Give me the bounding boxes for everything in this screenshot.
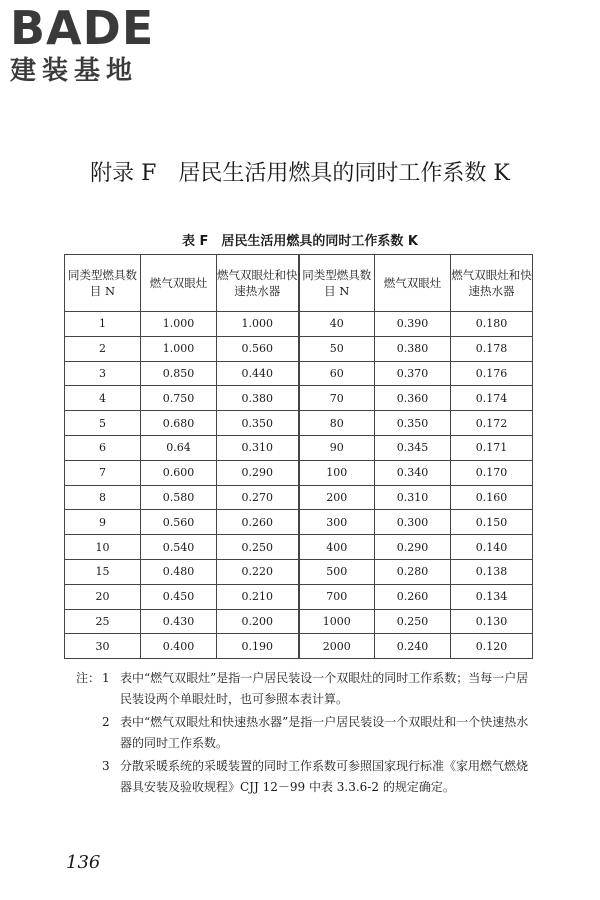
note-item bbox=[76, 712, 536, 754]
table-cell: 90 bbox=[299, 435, 375, 460]
table-cell: 700 bbox=[299, 584, 375, 609]
table-cell: 1.000 bbox=[141, 312, 217, 337]
table-cell: 2000 bbox=[299, 634, 375, 659]
table-cell: 0.390 bbox=[375, 312, 451, 337]
table-cell: 0.250 bbox=[217, 535, 299, 560]
table-cell: 100 bbox=[299, 460, 375, 485]
table-cell: 70 bbox=[299, 386, 375, 411]
table-cell: 0.850 bbox=[141, 361, 217, 386]
logo-subtitle: 建装基地 bbox=[10, 56, 139, 86]
table-cell: 0.480 bbox=[141, 559, 217, 584]
table-cell: 0.680 bbox=[141, 411, 217, 436]
table-cell: 0.210 bbox=[217, 584, 299, 609]
table-cell: 0.350 bbox=[375, 411, 451, 436]
table-cell: 0.171 bbox=[451, 435, 533, 460]
table-cell: 0.200 bbox=[217, 609, 299, 634]
table-cell: 0.240 bbox=[375, 634, 451, 659]
table-row bbox=[65, 361, 533, 386]
table-row bbox=[65, 559, 533, 584]
table-cell: 2 bbox=[65, 336, 141, 361]
table-caption: 表 F 居民生活用燃具的同时工作系数 K bbox=[181, 234, 418, 249]
table-cell: 0.250 bbox=[375, 609, 451, 634]
header-double-burner-heater-2: 燃气双眼灶和快速热水器 bbox=[451, 255, 533, 312]
header-double-burner-2: 燃气双眼灶 bbox=[375, 255, 451, 312]
note-item bbox=[76, 668, 536, 710]
table-row bbox=[65, 411, 533, 436]
header-count-n-2: 同类型燃具数目 N bbox=[299, 255, 375, 312]
table-cell: 0.280 bbox=[375, 559, 451, 584]
table-cell: 0.176 bbox=[451, 361, 533, 386]
table-cell: 0.260 bbox=[375, 584, 451, 609]
table-cell: 0.220 bbox=[217, 559, 299, 584]
table-row bbox=[65, 609, 533, 634]
table-cell: 1 bbox=[65, 312, 141, 337]
table-cell: 1.000 bbox=[141, 336, 217, 361]
note-text: 表中“燃气双眼灶和快速热水器”是指一户居民装设一个双眼灶和一个快速热水器的同时工作系数。 bbox=[120, 715, 529, 750]
note-text: 表中“燃气双眼灶”是指一户居民装设一个双眼灶的同时工作系数；当每一户居民装设两个单眼灶时，也可参照本表计算。 bbox=[120, 671, 529, 706]
table-cell: 0.580 bbox=[141, 485, 217, 510]
table-cell: 0.360 bbox=[375, 386, 451, 411]
table-row bbox=[65, 312, 533, 337]
table-cell: 10 bbox=[65, 535, 141, 560]
appendix-title: 附录 F 居民生活用燃具的同时工作系数 K bbox=[90, 161, 510, 186]
table-cell: 0.160 bbox=[451, 485, 533, 510]
table-cell: 0.140 bbox=[451, 535, 533, 560]
table-cell: 0.380 bbox=[375, 336, 451, 361]
table-cell: 0.430 bbox=[141, 609, 217, 634]
table-cell: 1000 bbox=[299, 609, 375, 634]
table-cell: 0.380 bbox=[217, 386, 299, 411]
table-row bbox=[65, 386, 533, 411]
table-cell: 0.345 bbox=[375, 435, 451, 460]
page-number: 136 bbox=[66, 852, 101, 873]
table-cell: 0.600 bbox=[141, 460, 217, 485]
table-cell: 0.290 bbox=[217, 460, 299, 485]
table-cell: 0.560 bbox=[141, 510, 217, 535]
table-cell: 4 bbox=[65, 386, 141, 411]
table-cell: 7 bbox=[65, 460, 141, 485]
table-row bbox=[65, 510, 533, 535]
table-cell: 40 bbox=[299, 312, 375, 337]
table-cell: 0.310 bbox=[217, 435, 299, 460]
table-row bbox=[65, 435, 533, 460]
table-cell: 200 bbox=[299, 485, 375, 510]
table-cell: 60 bbox=[299, 361, 375, 386]
note-item bbox=[76, 756, 536, 798]
table-cell: 0.178 bbox=[451, 336, 533, 361]
table-cell: 0.310 bbox=[375, 485, 451, 510]
table-row bbox=[65, 584, 533, 609]
coefficient-table bbox=[64, 254, 533, 659]
table-cell: 0.350 bbox=[217, 411, 299, 436]
table-row bbox=[65, 460, 533, 485]
table-cell: 0.290 bbox=[375, 535, 451, 560]
table-cell: 0.450 bbox=[141, 584, 217, 609]
table-cell: 0.300 bbox=[375, 510, 451, 535]
table-cell: 6 bbox=[65, 435, 141, 460]
table-row bbox=[65, 634, 533, 659]
header-double-burner-heater: 燃气双眼灶和快速热水器 bbox=[217, 255, 299, 312]
table-cell: 25 bbox=[65, 609, 141, 634]
table-cell: 0.540 bbox=[141, 535, 217, 560]
table-cell: 0.400 bbox=[141, 634, 217, 659]
table-cell: 0.190 bbox=[217, 634, 299, 659]
table-cell: 0.170 bbox=[451, 460, 533, 485]
table-cell: 80 bbox=[299, 411, 375, 436]
note-text: 分散采暖系统的采暖装置的同时工作系数可参照国家现行标准《家用燃气燃烧器具安装及验收规程》CJJ 12－99 中表 3.3.6-2 的规定确定。 bbox=[120, 759, 529, 794]
table-cell: 0.340 bbox=[375, 460, 451, 485]
table-row bbox=[65, 485, 533, 510]
table-cell: 0.120 bbox=[451, 634, 533, 659]
table-cell: 9 bbox=[65, 510, 141, 535]
note-number: 3 bbox=[102, 759, 110, 773]
table-cell: 0.270 bbox=[217, 485, 299, 510]
table-cell: 0.260 bbox=[217, 510, 299, 535]
note-number: 1 bbox=[102, 671, 110, 685]
table-cell: 0.370 bbox=[375, 361, 451, 386]
table-cell: 1.000 bbox=[217, 312, 299, 337]
table-cell: 0.560 bbox=[217, 336, 299, 361]
table-cell: 0.138 bbox=[451, 559, 533, 584]
table-cell: 0.130 bbox=[451, 609, 533, 634]
table-cell: 30 bbox=[65, 634, 141, 659]
table-header-row bbox=[65, 255, 533, 312]
notes-prefix: 注： bbox=[76, 671, 101, 685]
table-cell: 8 bbox=[65, 485, 141, 510]
table-cell: 0.174 bbox=[451, 386, 533, 411]
table-row bbox=[65, 336, 533, 361]
header-double-burner: 燃气双眼灶 bbox=[141, 255, 217, 312]
table-cell: 0.750 bbox=[141, 386, 217, 411]
table-cell: 3 bbox=[65, 361, 141, 386]
table-cell: 5 bbox=[65, 411, 141, 436]
logo bbox=[10, 1, 155, 86]
table-cell: 300 bbox=[299, 510, 375, 535]
table-cell: 0.150 bbox=[451, 510, 533, 535]
note-number: 2 bbox=[102, 715, 110, 729]
table-cell: 50 bbox=[299, 336, 375, 361]
table-cell: 20 bbox=[65, 584, 141, 609]
table-cell: 15 bbox=[65, 559, 141, 584]
table-cell: 400 bbox=[299, 535, 375, 560]
table-cell: 500 bbox=[299, 559, 375, 584]
table-cell: 0.64 bbox=[141, 435, 217, 460]
table-cell: 0.172 bbox=[451, 411, 533, 436]
table-cell: 0.440 bbox=[217, 361, 299, 386]
table-cell: 0.180 bbox=[451, 312, 533, 337]
header-count-n: 同类型燃具数目 N bbox=[65, 255, 141, 312]
table-cell: 0.134 bbox=[451, 584, 533, 609]
logo-text: BADE bbox=[10, 1, 155, 55]
table-row bbox=[65, 535, 533, 560]
notes bbox=[76, 668, 536, 800]
